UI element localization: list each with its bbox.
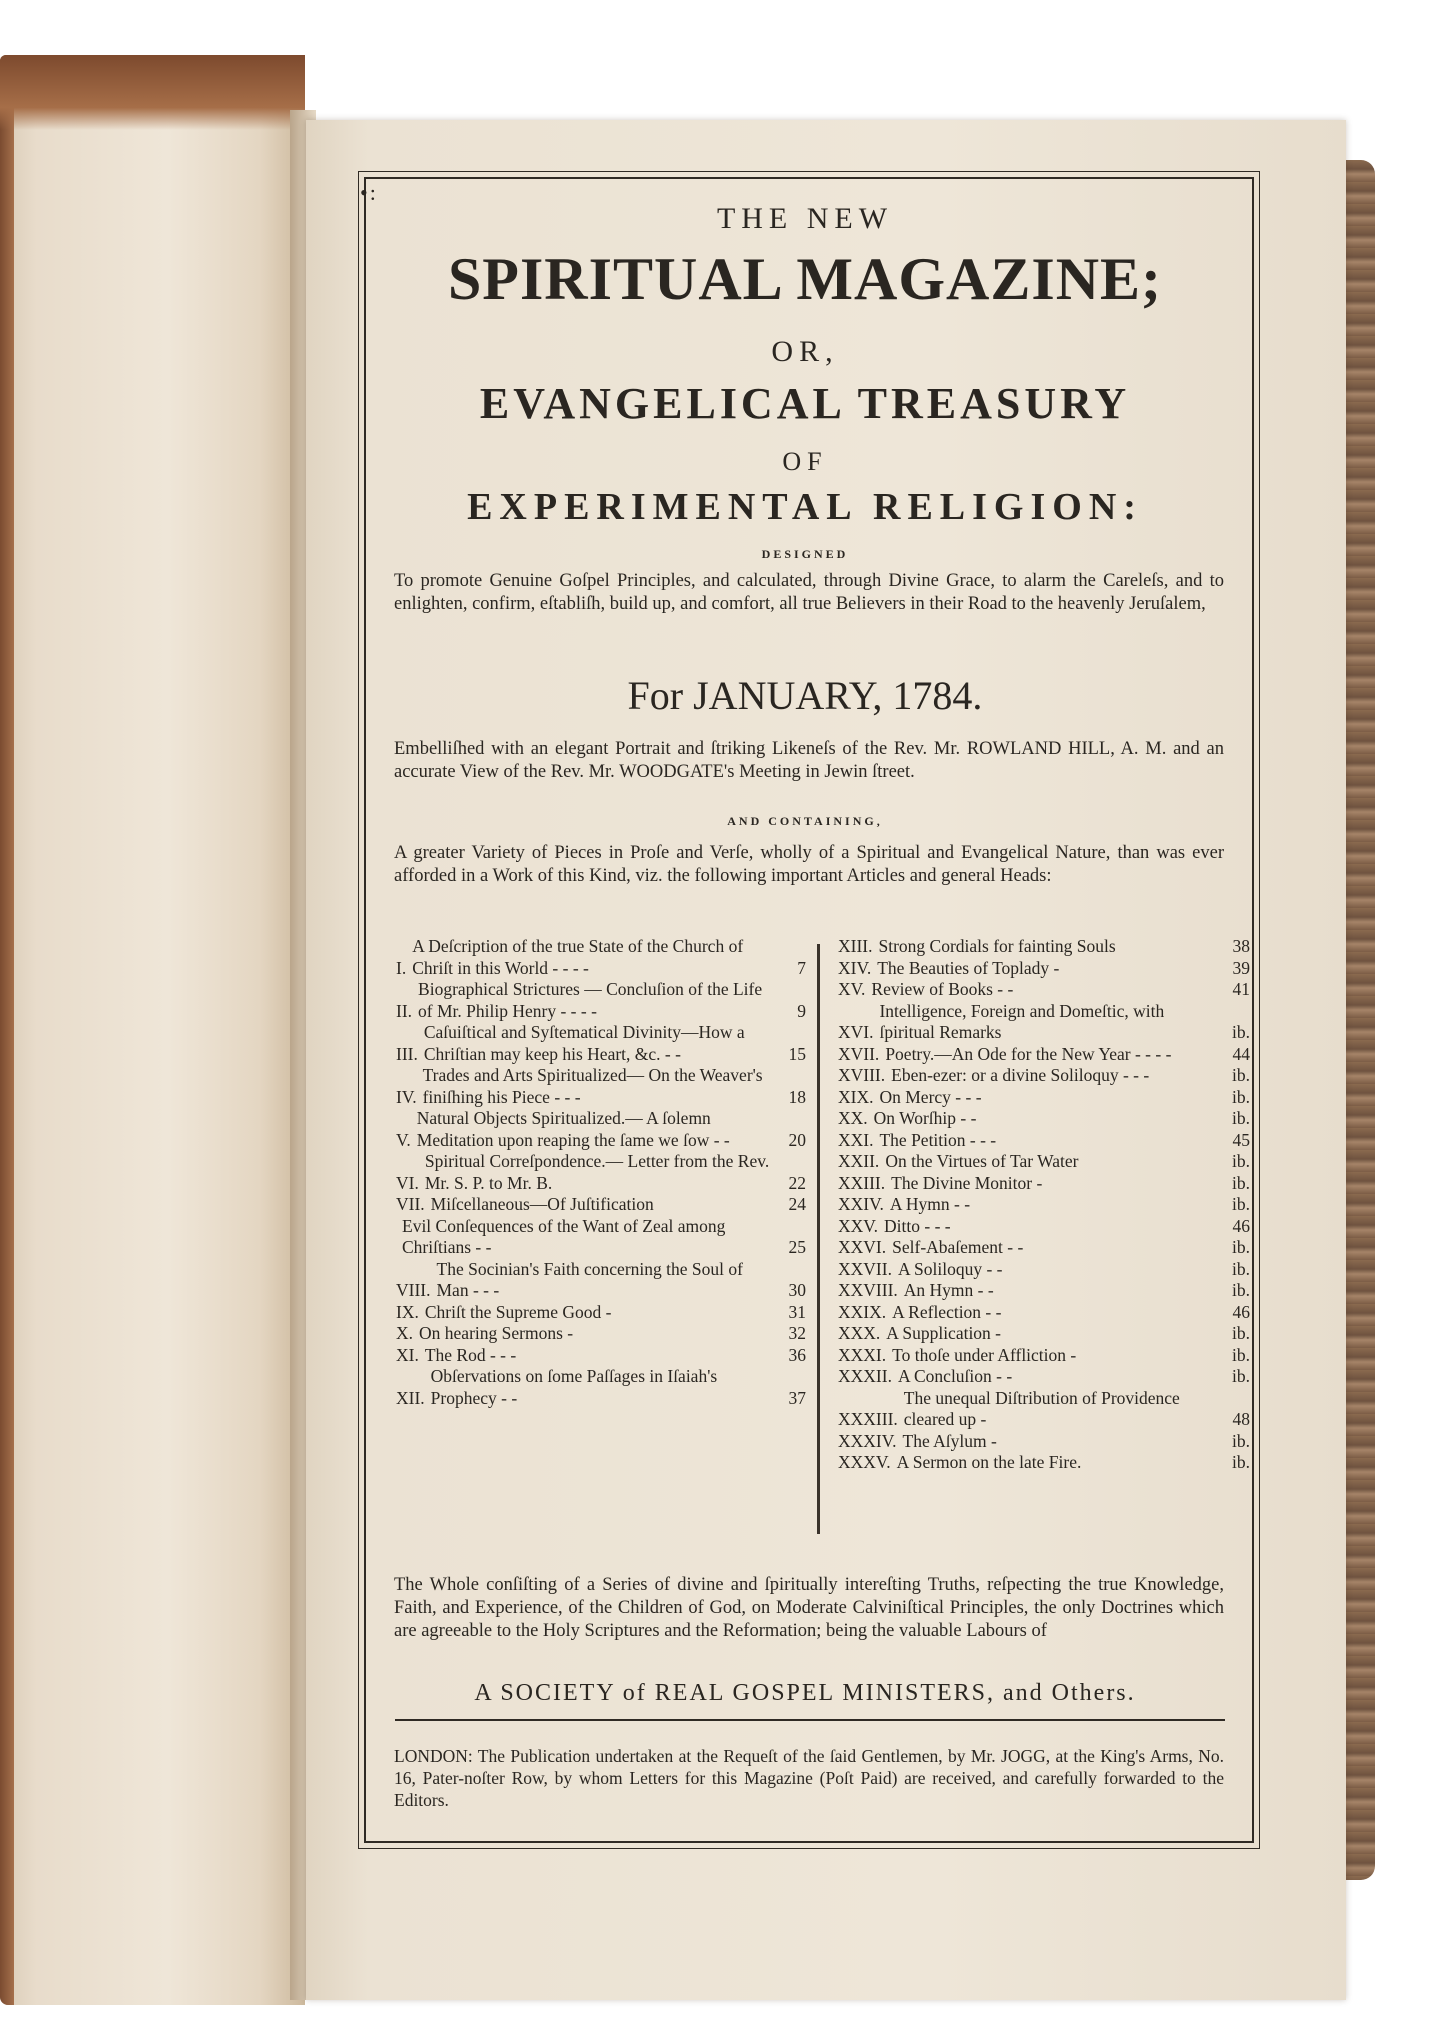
entry-page: ib. (1232, 1258, 1250, 1279)
entry-page: ib. (1232, 1086, 1250, 1107)
entry-title: Spiritual Correſpondence.— Letter from the Rev. Mr. S. P. to Mr. B. (424, 1151, 770, 1193)
entry-number: I. (396, 957, 407, 978)
entry-title: Eben-ezer: or a divine Soliloquy - - - (891, 1065, 1150, 1085)
entry-page: 39 (1232, 957, 1250, 978)
whole-paragraph: The Whole conſiſting of a Series of divine and ſpiritually intereſting Truths, reſpecting the true Knowledge, Faith, and Experience, of the Children of God, on Moderate Calviniſtical Principles, the only Doctrines which are agreeable to the Holy Scriptures and the Reformation; being the valuable Labours of (394, 1575, 1224, 1641)
contents-right-column (838, 936, 1250, 1474)
entry-page: 38 (1232, 936, 1250, 956)
entry-title: Intelligence, Foreign and Domeſtic, with ſpiritual Remarks (879, 1000, 1165, 1042)
entry-number: XII. (396, 1387, 425, 1408)
imprint-rule (395, 1719, 1225, 1721)
entry-title: On Mercy - - - (879, 1086, 982, 1107)
contents-entry (396, 1216, 806, 1259)
entry-number: VI. (396, 1172, 419, 1193)
entry-page: ib. (1232, 1172, 1250, 1193)
entry-number: V. (396, 1129, 411, 1150)
entry-page: 25 (788, 1237, 806, 1257)
entry-number: XXIX. (838, 1301, 887, 1322)
entry-number: XXII. (838, 1151, 880, 1171)
entry-page: ib. (1232, 1237, 1250, 1257)
contents-entry (838, 1216, 1250, 1238)
contents-entry (396, 1323, 806, 1345)
entry-page: 48 (1232, 1409, 1250, 1429)
entry-title: On Worſhip - - (873, 1108, 977, 1128)
designed-heading: DESIGNED (761, 547, 849, 561)
entry-page: 22 (788, 1172, 806, 1193)
entry-title: The Beauties of Toplady - (877, 957, 1060, 978)
contents-entry (838, 1087, 1250, 1109)
contents-entry (396, 1108, 806, 1151)
contents-entry (838, 1151, 1250, 1173)
contents-entry (838, 1388, 1250, 1431)
entry-title: A Soliloquy - - (897, 1258, 1003, 1279)
contents-entry (396, 1194, 806, 1216)
entry-page: ib. (1232, 1366, 1250, 1386)
contents-entry (838, 1323, 1250, 1345)
entry-number: IV. (396, 1086, 417, 1107)
entry-page: ib. (1232, 1022, 1250, 1042)
contents-entry (838, 1237, 1250, 1259)
imprint-paragraph: LONDON: The Publication undertaken at the Requeſt of the ſaid Gentlemen, by Mr. JOGG, at the King's Arms, No. 16, Pater-noſter Row, by whom Letters for this Magazine (Poſt Paid) are received, and carefully forwarded to the Editors. (394, 1746, 1224, 1810)
entry-title: A Supplication - (886, 1323, 1002, 1343)
contents-entry (838, 1431, 1250, 1453)
contents-entry (838, 979, 1250, 1001)
entry-number: XIX. (838, 1086, 874, 1107)
contents-entry (396, 979, 806, 1022)
entry-title: Miſcellaneous—Of Juſtification (430, 1194, 654, 1214)
entry-page: ib. (1232, 1430, 1250, 1451)
entry-title: Ditto - - - (884, 1215, 951, 1236)
entry-page: 46 (1232, 1215, 1250, 1236)
entry-page: ib. (1232, 1344, 1250, 1365)
entry-title: A Deſcription of the true State of the Church of Chriſt in this World - - - - (412, 936, 744, 978)
entry-page: 7 (797, 957, 806, 978)
column-divider (817, 944, 820, 1534)
contents-entry (396, 936, 806, 979)
entry-title: Chriſt the Supreme Good - (424, 1301, 612, 1322)
entry-number: XVIII. (838, 1065, 886, 1085)
entry-title: A Concluſion - - (897, 1366, 1013, 1386)
contents-entry (396, 1065, 806, 1108)
contents-left-column (396, 936, 806, 1409)
entry-number: III. (396, 1043, 418, 1064)
contents-entry (838, 1065, 1250, 1087)
entry-page: 9 (797, 1000, 806, 1021)
entry-page: 18 (788, 1086, 806, 1107)
embellished-paragraph: Embelliſhed with an elegant Portrait and ſtriking Likeneſs of the Rev. Mr. ROWLAND HILL, A. M. and an accurate View of the Rev. Mr. WOODGATE's Meeting in Jewin ſtreet. (394, 739, 1224, 782)
variety-paragraph: A greater Variety of Pieces in Proſe and Verſe, wholly of a Spiritual and Evangelical Nature, than was ever afforded in a Work of this Kind, viz. the following important Articles and general Heads: (394, 843, 1224, 886)
containing-heading: AND CONTAINING, (727, 814, 883, 828)
entry-page: ib. (1232, 1065, 1250, 1085)
entry-title: An Hymn - - (903, 1280, 994, 1300)
entry-page: ib. (1232, 1151, 1250, 1171)
issue-date: For JANUARY, 1784. (627, 673, 983, 718)
entry-title: To thoſe under Affliction - (892, 1344, 1077, 1365)
entry-title: Poetry.—An Ode for the New Year - - - - (885, 1043, 1172, 1064)
entry-title: The Socinian's Faith concerning the Soul of Man - - - (436, 1258, 743, 1300)
entry-number: XXV. (838, 1215, 879, 1236)
entry-number: XXVIII. (838, 1280, 898, 1300)
entry-number: VII. (396, 1194, 425, 1214)
entry-number: XIII. (838, 936, 873, 956)
entry-number: X. (396, 1323, 414, 1343)
contents-entry (838, 1366, 1250, 1388)
contents-entry (396, 1345, 806, 1367)
entry-number: XVII. (838, 1043, 880, 1064)
entry-title: Self-Abaſement - - (892, 1237, 1024, 1257)
entry-page: ib. (1232, 1194, 1250, 1214)
entry-number: XV. (838, 979, 866, 999)
entry-page: 24 (788, 1194, 806, 1214)
society-line: A SOCIETY of REAL GOSPEL MINISTERS, and Others. (474, 1680, 1136, 1706)
contents-entry (396, 1302, 806, 1324)
entry-title: Caſuiſtical and Syſtematical Divinity—How a Chriſtian may keep his Heart, &c. - - (423, 1022, 745, 1064)
entry-number: II. (396, 1000, 413, 1021)
entry-page: 31 (788, 1301, 806, 1322)
title-or: OR, (771, 335, 839, 368)
contents-entry (838, 1044, 1250, 1066)
entry-page: ib. (1232, 1108, 1250, 1128)
entry-number: XI. (396, 1344, 419, 1365)
entry-number: XXVII. (838, 1258, 892, 1279)
contents-entry (838, 936, 1250, 958)
entry-number: XXXII. (838, 1366, 892, 1386)
entry-page: ib. (1232, 1280, 1250, 1300)
entry-page: ib. (1232, 1323, 1250, 1343)
entry-title: Review of Books - - (871, 979, 1014, 999)
entry-page: 15 (788, 1043, 806, 1064)
book-binding-top (0, 55, 305, 130)
contents-entry (838, 1302, 1250, 1324)
entry-title: Natural Objects Spiritualized.— A ſolemn Meditation upon reaping the ſame we ſow - - (416, 1108, 730, 1150)
entry-page: ib. (1232, 1452, 1250, 1472)
main-title: SPIRITUAL MAGAZINE; (447, 246, 1163, 312)
contents-entry (838, 1280, 1250, 1302)
entry-page: 37 (788, 1387, 806, 1408)
contents-entry (838, 1194, 1250, 1216)
subtitle-treasury: EVANGELICAL TREASURY (479, 379, 1131, 428)
contents-entry (396, 1366, 806, 1409)
entry-number: XIV. (838, 957, 872, 978)
entry-title: The Petition - - - (879, 1129, 997, 1150)
contents-entry (396, 1022, 806, 1065)
entry-title: Trades and Arts Spiritualized— On the Weaver's finiſhing his Piece - - - (422, 1065, 763, 1107)
entry-number: XXXV. (838, 1452, 891, 1472)
entry-number: XXIII. (838, 1172, 886, 1193)
entry-title: A Sermon on the late Fire. (896, 1452, 1082, 1472)
entry-number: XVI. (838, 1022, 874, 1042)
designed-paragraph: To promote Genuine Goſpel Principles, and calculated, through Divine Grace, to alarm the Careleſs, and to enlighten, confirm, eſtabliſh, build up, and comfort, all true Believers in their Road to the heavenly Jeruſalem, (394, 571, 1224, 614)
entry-title: Evil Conſequences of the Want of Zeal among Chriſtians - - (402, 1215, 726, 1257)
entry-page: 41 (1232, 979, 1250, 999)
entry-page: 32 (788, 1323, 806, 1343)
contents-entry (838, 1108, 1250, 1130)
entry-title: The Aſylum - (902, 1430, 997, 1451)
entry-page: 36 (788, 1344, 806, 1365)
contents-entry (396, 1151, 806, 1194)
entry-title: Obſervations on ſome Paſſages in Iſaiah's Prophecy - - (430, 1366, 718, 1408)
title-of: OF (782, 447, 828, 476)
subtitle-religion: EXPERIMENTAL RELIGION: (467, 486, 1143, 528)
book-left-page (0, 55, 305, 2005)
entry-title: Strong Cordials for fainting Souls (878, 936, 1116, 956)
entry-number: XXVI. (838, 1237, 887, 1257)
entry-number: XXXIV. (838, 1430, 897, 1451)
entry-number: XXI. (838, 1129, 874, 1150)
entry-number: XXX. (838, 1323, 881, 1343)
entry-number: XXXIII. (838, 1409, 898, 1429)
entry-title: The Divine Monitor - (891, 1172, 1043, 1193)
contents-entry (838, 1345, 1250, 1367)
entry-page: 30 (788, 1280, 806, 1300)
entry-title: The unequal Diſtribution of Providence cleared up - (903, 1387, 1180, 1429)
entry-title: The Rod - - - (424, 1344, 517, 1365)
entry-title: On the Virtues of Tar Water (885, 1151, 1079, 1171)
entry-number: XXIV. (838, 1194, 884, 1214)
entry-page: 45 (1232, 1129, 1250, 1150)
ornament-dots: •: (360, 180, 378, 205)
entry-number: VIII. (396, 1280, 431, 1300)
entry-title: A Hymn - - (889, 1194, 971, 1214)
contents-entry (838, 1173, 1250, 1195)
entry-number: XXXI. (838, 1344, 887, 1365)
title-line-the-new: THE NEW (716, 202, 894, 235)
entry-title: A Reflection - - (892, 1301, 1002, 1322)
entry-title: Biographical Strictures — Concluſion of the Life of Mr. Philip Henry - - - - (418, 979, 763, 1021)
entry-page: 46 (1232, 1301, 1250, 1322)
contents-entry (396, 1259, 806, 1302)
contents-entry (838, 1001, 1250, 1044)
contents-entry (838, 1259, 1250, 1281)
contents-entry (838, 1452, 1250, 1474)
entry-number: XX. (838, 1108, 868, 1128)
contents-entry (838, 1130, 1250, 1152)
entry-number: IX. (396, 1301, 419, 1322)
contents-entry (838, 958, 1250, 980)
entry-page: 44 (1232, 1043, 1250, 1064)
entry-page: 20 (788, 1129, 806, 1150)
entry-title: On hearing Sermons - (419, 1323, 574, 1343)
